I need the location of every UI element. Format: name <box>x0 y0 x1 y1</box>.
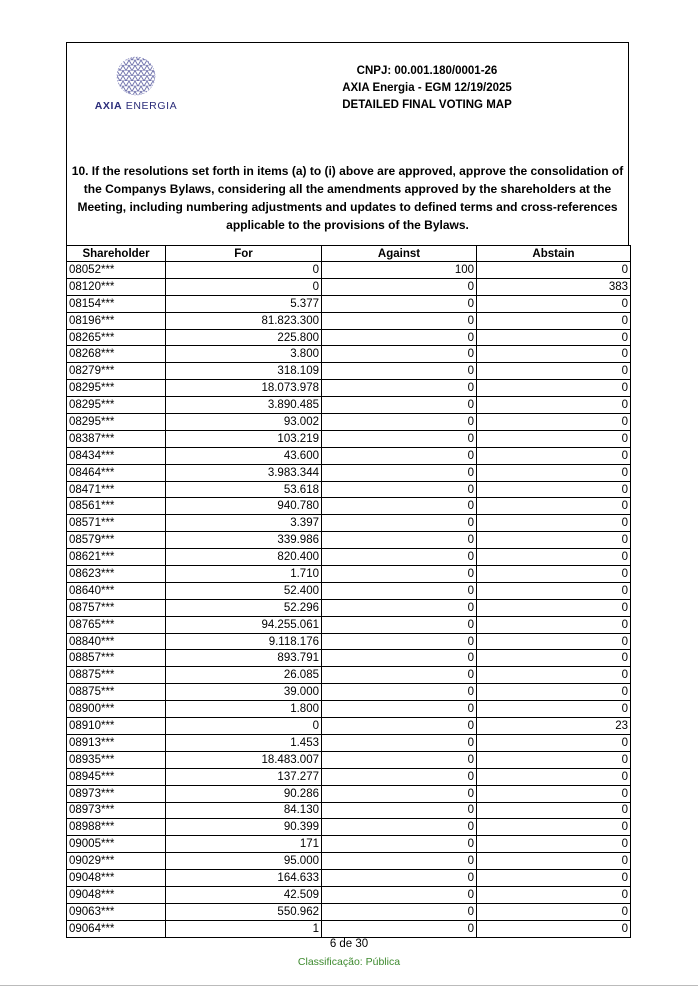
table-row <box>67 701 631 718</box>
shareholder-cell: 08765*** <box>67 616 166 633</box>
abstain-cell: 0 <box>477 886 631 903</box>
for-cell: 52.296 <box>166 599 322 616</box>
against-cell: 0 <box>322 329 477 346</box>
table-row <box>67 886 631 903</box>
abstain-cell: 0 <box>477 414 631 431</box>
for-cell: 90.399 <box>166 819 322 836</box>
shareholder-cell: 08295*** <box>67 397 166 414</box>
shareholder-cell: 09064*** <box>67 920 166 937</box>
for-cell: 820.400 <box>166 549 322 566</box>
against-cell: 0 <box>322 819 477 836</box>
table-row <box>67 549 631 566</box>
geodesic-sphere-icon <box>114 55 158 99</box>
table-row <box>67 312 631 329</box>
against-cell: 0 <box>322 836 477 853</box>
against-cell: 0 <box>322 870 477 887</box>
for-cell: 90.286 <box>166 785 322 802</box>
abstain-cell: 0 <box>477 447 631 464</box>
table-row <box>67 718 631 735</box>
shareholder-cell: 08154*** <box>67 295 166 312</box>
against-cell: 0 <box>322 278 477 295</box>
for-cell: 3.800 <box>166 346 322 363</box>
against-cell: 0 <box>322 853 477 870</box>
shareholder-cell: 08757*** <box>67 599 166 616</box>
abstain-cell: 383 <box>477 278 631 295</box>
for-cell: 9.118.176 <box>166 633 322 650</box>
table-row <box>67 616 631 633</box>
shareholder-cell: 08295*** <box>67 414 166 431</box>
shareholder-cell: 08973*** <box>67 802 166 819</box>
table-row <box>67 262 631 279</box>
abstain-cell: 0 <box>477 464 631 481</box>
shareholder-cell: 08875*** <box>67 684 166 701</box>
abstain-cell: 0 <box>477 295 631 312</box>
table-row <box>67 566 631 583</box>
abstain-cell: 0 <box>477 903 631 920</box>
against-cell: 0 <box>322 582 477 599</box>
table-row <box>67 397 631 414</box>
shareholder-cell: 08571*** <box>67 515 166 532</box>
against-cell: 0 <box>322 566 477 583</box>
shareholder-cell: 09048*** <box>67 870 166 887</box>
abstain-cell: 0 <box>477 785 631 802</box>
shareholder-cell: 08900*** <box>67 701 166 718</box>
for-cell: 18.483.007 <box>166 751 322 768</box>
for-cell: 1.710 <box>166 566 322 583</box>
against-cell: 0 <box>322 295 477 312</box>
for-cell: 1.453 <box>166 734 322 751</box>
shareholder-cell: 08279*** <box>67 363 166 380</box>
against-cell: 0 <box>322 346 477 363</box>
against-cell: 0 <box>322 667 477 684</box>
shareholder-cell: 08265*** <box>67 329 166 346</box>
shareholder-cell: 08471*** <box>67 481 166 498</box>
classification-label: Classificação: Pública <box>297 956 401 968</box>
shareholder-cell: 08913*** <box>67 734 166 751</box>
table-row <box>67 447 631 464</box>
shareholder-cell: 08621*** <box>67 549 166 566</box>
against-cell: 0 <box>322 481 477 498</box>
against-cell: 0 <box>322 903 477 920</box>
for-cell: 52.400 <box>166 582 322 599</box>
shareholder-cell: 08434*** <box>67 447 166 464</box>
meeting-line: AXIA Energia - EGM 12/19/2025 <box>342 82 512 94</box>
for-cell: 3.983.344 <box>166 464 322 481</box>
for-cell: 93.002 <box>166 414 322 431</box>
for-cell: 0 <box>166 278 322 295</box>
abstain-cell: 0 <box>477 380 631 397</box>
abstain-cell: 0 <box>477 312 631 329</box>
abstain-cell: 0 <box>477 566 631 583</box>
document-header-frame <box>66 42 629 245</box>
for-cell: 39.000 <box>166 684 322 701</box>
abstain-cell: 0 <box>477 363 631 380</box>
shareholder-cell: 08561*** <box>67 498 166 515</box>
for-cell: 5.377 <box>166 295 322 312</box>
table-row <box>67 920 631 937</box>
for-cell: 164.633 <box>166 870 322 887</box>
table-row <box>67 684 631 701</box>
shareholder-cell: 08857*** <box>67 650 166 667</box>
against-cell: 0 <box>322 616 477 633</box>
for-cell: 1.800 <box>166 701 322 718</box>
table-row <box>67 464 631 481</box>
for-cell: 0 <box>166 262 322 279</box>
table-row <box>67 414 631 431</box>
for-cell: 94.255.061 <box>166 616 322 633</box>
abstain-cell: 0 <box>477 836 631 853</box>
for-cell: 0 <box>166 718 322 735</box>
table-row <box>67 802 631 819</box>
table-row <box>67 819 631 836</box>
document-title-block <box>227 63 627 114</box>
abstain-cell: 0 <box>477 667 631 684</box>
for-cell: 225.800 <box>166 329 322 346</box>
table-row <box>67 751 631 768</box>
table-row <box>67 582 631 599</box>
logo-wordmark: AXIA ENERGIA <box>94 100 178 112</box>
against-cell: 0 <box>322 650 477 667</box>
against-cell: 0 <box>322 751 477 768</box>
shareholder-cell: 08120*** <box>67 278 166 295</box>
table-row <box>67 903 631 920</box>
against-cell: 0 <box>322 464 477 481</box>
axia-energia-logo <box>81 53 191 113</box>
abstain-cell: 0 <box>477 532 631 549</box>
shareholder-cell: 08623*** <box>67 566 166 583</box>
shareholder-cell: 09063*** <box>67 903 166 920</box>
abstain-cell: 0 <box>477 498 631 515</box>
for-cell: 42.509 <box>166 886 322 903</box>
shareholder-cell: 08945*** <box>67 768 166 785</box>
for-cell: 3.890.485 <box>166 397 322 414</box>
shareholder-cell: 09048*** <box>67 886 166 903</box>
against-cell: 0 <box>322 684 477 701</box>
for-cell: 3.397 <box>166 515 322 532</box>
table-row <box>67 498 631 515</box>
against-cell: 0 <box>322 549 477 566</box>
abstain-cell: 0 <box>477 599 631 616</box>
for-cell: 84.130 <box>166 802 322 819</box>
shareholder-cell: 08935*** <box>67 751 166 768</box>
for-cell: 171 <box>166 836 322 853</box>
shareholder-cell: 08052*** <box>67 262 166 279</box>
table-row <box>67 836 631 853</box>
against-cell: 0 <box>322 515 477 532</box>
col-abstain: Abstain <box>477 246 631 262</box>
col-for: For <box>166 246 322 262</box>
against-cell: 0 <box>322 886 477 903</box>
against-cell: 0 <box>322 312 477 329</box>
col-shareholder: Shareholder <box>67 246 166 262</box>
abstain-cell: 0 <box>477 819 631 836</box>
table-header-row <box>67 246 631 262</box>
table-row <box>67 481 631 498</box>
abstain-cell: 0 <box>477 701 631 718</box>
against-cell: 0 <box>322 633 477 650</box>
against-cell: 0 <box>322 498 477 515</box>
table-row <box>67 667 631 684</box>
for-cell: 550.962 <box>166 903 322 920</box>
abstain-cell: 0 <box>477 616 631 633</box>
abstain-cell: 0 <box>477 481 631 498</box>
cnpj-line: CNPJ: 00.001.180/0001-26 <box>356 65 498 77</box>
shareholder-cell: 08640*** <box>67 582 166 599</box>
document-title: DETAILED FINAL VOTING MAP <box>342 99 512 111</box>
for-cell: 1 <box>166 920 322 937</box>
abstain-cell: 0 <box>477 768 631 785</box>
col-against: Against <box>322 246 477 262</box>
table-row <box>67 734 631 751</box>
against-cell: 0 <box>322 430 477 447</box>
against-cell: 0 <box>322 363 477 380</box>
abstain-cell: 0 <box>477 549 631 566</box>
against-cell: 0 <box>322 380 477 397</box>
for-cell: 26.085 <box>166 667 322 684</box>
against-cell: 0 <box>322 701 477 718</box>
shareholder-cell: 08464*** <box>67 464 166 481</box>
for-cell: 81.823.300 <box>166 312 322 329</box>
against-cell: 0 <box>322 414 477 431</box>
resolution-text: 10. If the resolutions set forth in items (a) to (i) above are approved, approve the consolidation of the Companys Bylaws, considering all the amendments approved by the shareholders at the Meeting, including numbering adjustments and updates to defined terms and cross-references applicable to the provisions of the Bylaws. <box>71 164 624 232</box>
shareholder-cell: 09029*** <box>67 853 166 870</box>
for-cell: 339.986 <box>166 532 322 549</box>
table-row <box>67 515 631 532</box>
table-row <box>67 633 631 650</box>
table-row <box>67 870 631 887</box>
abstain-cell: 0 <box>477 430 631 447</box>
abstain-cell: 0 <box>477 870 631 887</box>
against-cell: 0 <box>322 397 477 414</box>
table-row <box>67 295 631 312</box>
table-row <box>67 278 631 295</box>
against-cell: 0 <box>322 785 477 802</box>
shareholder-cell: 08973*** <box>67 785 166 802</box>
table-row <box>67 363 631 380</box>
table-row <box>67 430 631 447</box>
abstain-cell: 0 <box>477 853 631 870</box>
shareholder-cell: 08295*** <box>67 380 166 397</box>
table-row <box>67 380 631 397</box>
table-row <box>67 768 631 785</box>
for-cell: 53.618 <box>166 481 322 498</box>
for-cell: 43.600 <box>166 447 322 464</box>
table-row <box>67 785 631 802</box>
voting-table <box>66 245 631 938</box>
shareholder-cell: 08387*** <box>67 430 166 447</box>
abstain-cell: 0 <box>477 633 631 650</box>
table-row <box>67 650 631 667</box>
abstain-cell: 23 <box>477 718 631 735</box>
table-row <box>67 532 631 549</box>
shareholder-cell: 09005*** <box>67 836 166 853</box>
for-cell: 318.109 <box>166 363 322 380</box>
shareholder-cell: 08988*** <box>67 819 166 836</box>
against-cell: 0 <box>322 718 477 735</box>
for-cell: 137.277 <box>166 768 322 785</box>
abstain-cell: 0 <box>477 262 631 279</box>
page-divider <box>0 985 698 986</box>
abstain-cell: 0 <box>477 346 631 363</box>
abstain-cell: 0 <box>477 920 631 937</box>
against-cell: 0 <box>322 920 477 937</box>
table-row <box>67 329 631 346</box>
against-cell: 0 <box>322 802 477 819</box>
table-row <box>67 853 631 870</box>
against-cell: 100 <box>322 262 477 279</box>
abstain-cell: 0 <box>477 684 631 701</box>
for-cell: 893.791 <box>166 650 322 667</box>
for-cell: 95.000 <box>166 853 322 870</box>
against-cell: 0 <box>322 447 477 464</box>
abstain-cell: 0 <box>477 734 631 751</box>
shareholder-cell: 08579*** <box>67 532 166 549</box>
shareholder-cell: 08840*** <box>67 633 166 650</box>
against-cell: 0 <box>322 532 477 549</box>
for-cell: 18.073.978 <box>166 380 322 397</box>
against-cell: 0 <box>322 768 477 785</box>
table-row <box>67 346 631 363</box>
shareholder-cell: 08910*** <box>67 718 166 735</box>
abstain-cell: 0 <box>477 515 631 532</box>
against-cell: 0 <box>322 599 477 616</box>
abstain-cell: 0 <box>477 802 631 819</box>
for-cell: 103.219 <box>166 430 322 447</box>
abstain-cell: 0 <box>477 397 631 414</box>
abstain-cell: 0 <box>477 650 631 667</box>
abstain-cell: 0 <box>477 582 631 599</box>
abstain-cell: 0 <box>477 329 631 346</box>
table-row <box>67 599 631 616</box>
abstain-cell: 0 <box>477 751 631 768</box>
shareholder-cell: 08875*** <box>67 667 166 684</box>
against-cell: 0 <box>322 734 477 751</box>
shareholder-cell: 08268*** <box>67 346 166 363</box>
page-number: 6 de 30 <box>329 938 369 950</box>
for-cell: 940.780 <box>166 498 322 515</box>
shareholder-cell: 08196*** <box>67 312 166 329</box>
